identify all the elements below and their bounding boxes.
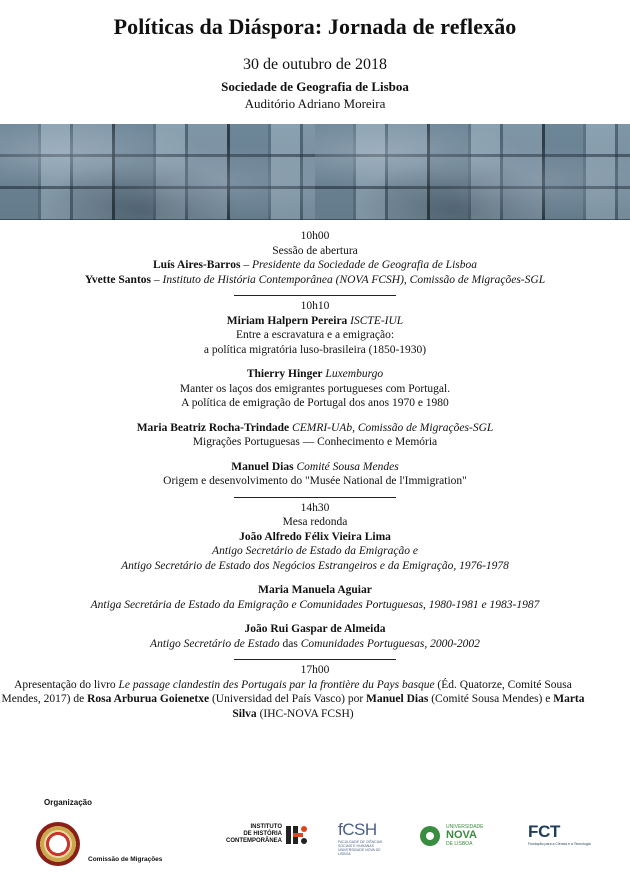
divider <box>234 497 396 498</box>
speaker-line <box>0 367 630 382</box>
ihc-logo-text: INSTITUTO DE HISTÓRIA CONTEMPORÂNEA <box>225 824 282 844</box>
speaker-affiliation: CEMRI-UAb, Comissão de Migrações-SGL <box>292 421 494 434</box>
talk-title: Entre a escravatura e a emigração: <box>235 329 395 341</box>
suitcases-photo-left <box>0 124 315 220</box>
sgl-commission-label: Comissão de Migrações <box>88 856 163 863</box>
session-label: Mesa redonda <box>282 516 348 528</box>
session-label: Sessão de abertura <box>272 244 358 257</box>
sgl-seal-logo <box>36 822 80 866</box>
banner-image <box>0 124 630 220</box>
fcsh-logo-subtitle: FACULDADE DE CIÊNCIAS SOCIAIS E HUMANAS UNIVERSIDADE NOVA DE LISBOA <box>338 840 383 856</box>
speaker-name: Miriam Halpern Pereira <box>226 314 348 327</box>
ihc-logo-icon <box>286 824 308 846</box>
suitcases-photo-right <box>315 124 630 220</box>
talk-title: Origem e desenvolvimento do "Musée National de l'Immigration" <box>163 475 467 487</box>
session-time: 17h00 <box>300 664 330 676</box>
speaker-name: Yvette Santos <box>84 273 152 286</box>
fct-logo: FCT <box>528 822 561 841</box>
speaker-name: Manuel Dias <box>231 460 294 473</box>
speaker-name: Thierry Hinger <box>246 368 323 380</box>
event-date: 30 de outubro de 2018 <box>243 56 387 73</box>
organization-label: Organização <box>44 798 93 807</box>
talk-title: A política de emigração de Portugal dos anos 1970 e 1980 <box>181 397 449 409</box>
panelist-role: Antiga Secretária de Estado da Emigração e Comunidades Portuguesas, 1980-1981 e 1983-1987 <box>90 598 540 611</box>
session-time: 10h10 <box>300 300 330 312</box>
fct-logo-subtitle: Fundação para a Ciência e a Tecnologia <box>528 842 591 846</box>
speaker-line <box>0 460 630 475</box>
speaker-affiliation: Comité Sousa Mendes <box>296 460 399 473</box>
speaker-affiliation: Luxemburgo <box>325 368 384 380</box>
speaker-name: Luís Aires-Barros <box>153 259 241 271</box>
speaker-line: Yvette Santos – Instituto de História Contemporânea (NOVA FCSH), Comissão de Migrações-SGL <box>84 273 546 286</box>
speaker-affiliation: ISCTE-IUL <box>350 314 404 327</box>
session-time: 14h30 <box>300 501 330 514</box>
talk-title: Manter os laços dos emigrantes portugueses com Portugal. <box>179 382 451 395</box>
divider <box>234 295 396 296</box>
speaker-line: Luís Aires-Barros – Presidente da Sociedade de Geografia de Lisboa <box>153 259 477 271</box>
panelist-name: João Rui Gaspar de Almeida <box>244 623 386 635</box>
presenter-name: Marta Silva <box>232 693 585 720</box>
nova-logo-icon <box>420 826 440 846</box>
divider <box>234 659 396 660</box>
book-presentation: Apresentação do livro Le passage clandestin des Portugais par la frontière du Pays basque (Éd. Quatorze, Comité Sousa Mendes, 2017) de Rosa Arburua Goienetxe (Universidad del País Vasco) por Manuel Dias (Comité Sousa Mendes) e Marta Silva (IHC-NOVA FCSH) <box>1 678 585 720</box>
book-title: Le passage clandestin des Portugais par la frontière du Pays basque <box>118 678 435 691</box>
nova-logo: UNIVERSIDADE NOVA DE LISBOA <box>446 824 484 847</box>
fcsh-logo: fCSH <box>338 820 377 839</box>
event-venue: Sociedade de Geografia de Lisboa <box>221 79 409 94</box>
panelist-name: João Alfredo Félix Vieira Lima <box>239 530 391 543</box>
talk-title: Migrações Portuguesas — Conhecimento e Memória <box>192 436 438 448</box>
panelist-role: Antigo Secretário de Estado da Emigração e <box>212 545 418 557</box>
panelist-role: Antigo Secretário de Estado das Comunidades Portuguesas, 2000-2002 <box>150 637 480 650</box>
presenter-name: Manuel Dias <box>366 693 429 705</box>
panelist-name: Maria Manuela Aguiar <box>258 584 372 596</box>
speaker-line <box>0 421 630 436</box>
speaker-role: Instituto de História Contemporânea (NOVA FCSH), Comissão de Migrações-SGL <box>162 273 546 286</box>
talk-title: a política migratória luso-brasileira (1850-1930) <box>203 343 427 356</box>
session-time: 10h00 <box>300 230 330 242</box>
organizer-logos <box>0 818 630 878</box>
program <box>0 229 630 721</box>
event-room: Auditório Adriano Moreira <box>244 96 386 111</box>
speaker-line <box>0 314 630 329</box>
speaker-name: Maria Beatriz Rocha-Trindade <box>136 421 290 434</box>
speaker-role: Presidente da Sociedade de Geografia de Lisboa <box>251 259 477 271</box>
page-title: Políticas da Diáspora: Jornada de reflexão <box>113 14 517 39</box>
panelist-role: Antigo Secretário de Estado dos Negócios Estrangeiros e da Emigração, 1976-1978 <box>121 559 509 572</box>
book-author: Rosa Arburua Goienetxe <box>87 693 210 705</box>
